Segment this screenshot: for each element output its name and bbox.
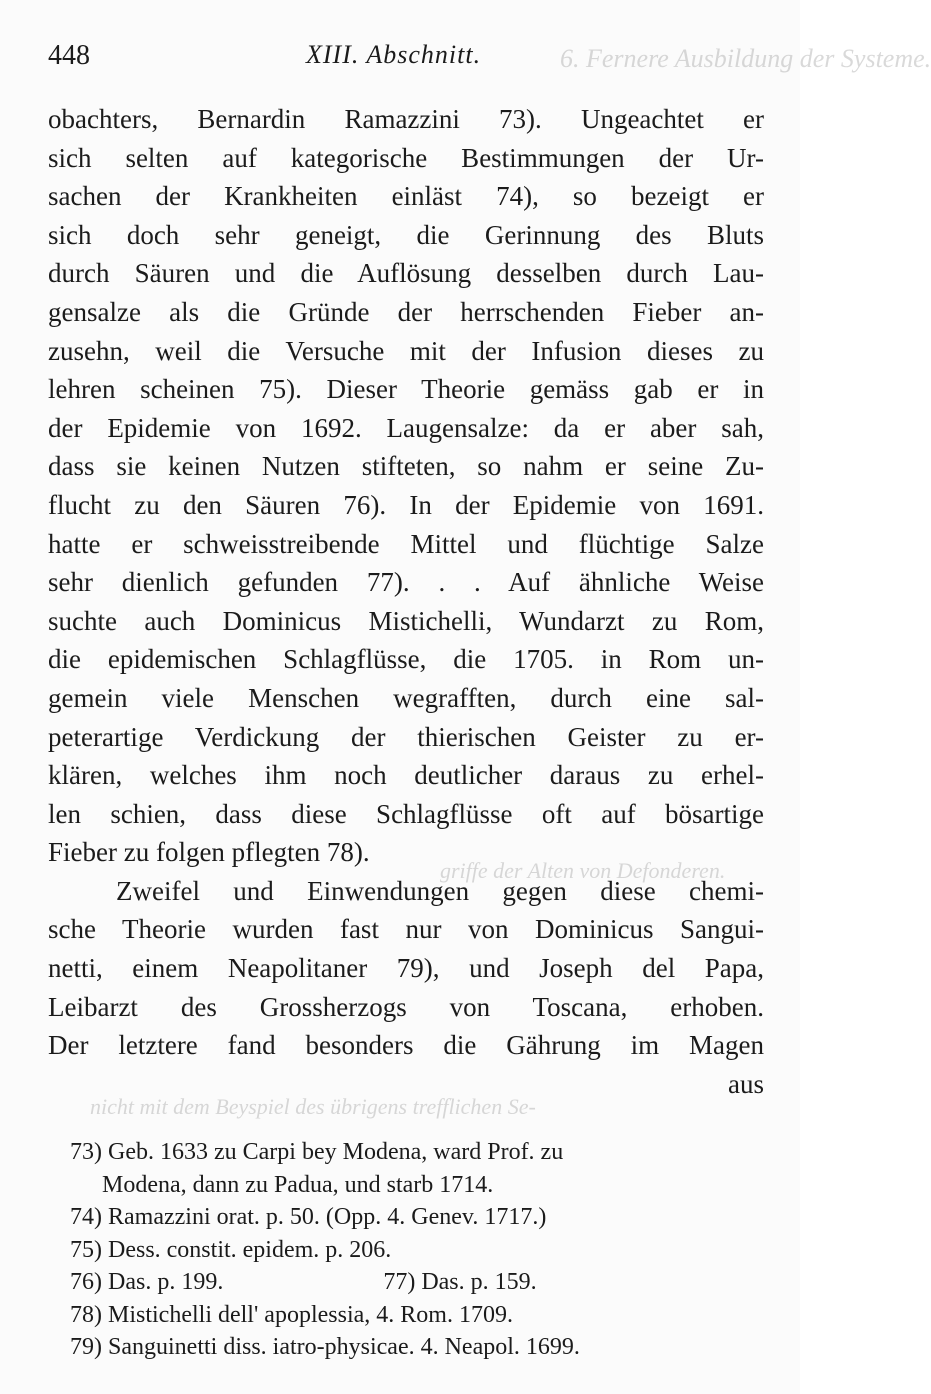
- text-line: netti, einem Neapolitaner 79), und Joseph del Papa,: [48, 953, 764, 984]
- bleed-through-line: griffe der Alten von Defonderen.: [440, 858, 726, 883]
- bleed-through-running-head: 6. Fernere Ausbildung der Systeme.: [560, 44, 931, 73]
- body-text: [48, 100, 764, 1103]
- text-line: zusehn, weil die Versuche mit der Infusion dieses zu: [48, 335, 764, 366]
- footnote-78: 78) Mistichelli dell' apoplessia, 4. Rom. 1709.: [70, 1301, 513, 1328]
- footnotes: [70, 1136, 764, 1364]
- text-line: sehr dienlich gefunden 77). . . Auf ähnliche Weise: [48, 567, 764, 598]
- text-line: Fieber zu folgen pflegten 78).: [48, 837, 370, 868]
- text-line: dass sie keinen Nutzen stifteten, so nahm er seine Zu-: [48, 451, 764, 482]
- text-line: sich doch sehr geneigt, die Gerinnung des Bluts: [48, 219, 764, 250]
- page-header: [48, 40, 772, 80]
- footnote-76: 76) Das. p. 199.: [70, 1269, 224, 1295]
- text-line: flucht zu den Säuren 76). In der Epidemie von 1691.: [48, 489, 764, 520]
- footnote-77: 77) Das. p. 159.: [383, 1269, 537, 1295]
- text-line: lehren scheinen 75). Dieser Theorie gemäss gab er in: [48, 374, 764, 405]
- text-line: sachen der Krankheiten einläst 74), so bezeigt er: [48, 181, 764, 212]
- text-line: suchte auch Dominicus Mistichelli, Wundarzt zu Rom,: [48, 605, 764, 636]
- text-line: Der letztere fand besonders die Gährung im Magen: [48, 1030, 764, 1061]
- page-number: 448: [48, 40, 90, 71]
- running-head: XIII. Abschnitt.: [306, 40, 482, 69]
- catchword: aus: [728, 1068, 764, 1099]
- footnote-74: 74) Ramazzini orat. p. 50. (Opp. 4. Genev. 1717.): [70, 1204, 547, 1230]
- footnote-79: 79) Sanguinetti diss. iatro-physicae. 4. Neapol. 1699.: [70, 1334, 580, 1360]
- footnote-75: 75) Dess. constit. epidem. p. 206.: [70, 1236, 392, 1263]
- text-line: sich selten auf kategorische Bestimmungen der Ur-: [48, 142, 764, 173]
- text-line: die epidemischen Schlagflüsse, die 1705. in Rom un-: [48, 644, 764, 675]
- text-line: der Epidemie von 1692. Laugensalze: da er aber sah,: [48, 412, 764, 443]
- text-line: gemein viele Menschen wegrafften, durch eine sal-: [48, 682, 764, 713]
- text-line: durch Säuren und die Auflösung desselben durch Lau-: [48, 258, 764, 289]
- text-line: Leibarzt des Grossherzogs von Toscana, erhoben.: [48, 991, 764, 1022]
- footnote-73: 73) Geb. 1633 zu Carpi bey Modena, ward Prof. zu: [70, 1139, 564, 1165]
- text-line: hatte er schweisstreibende Mittel und flüchtige Salze: [48, 528, 764, 559]
- text-line: obachters, Bernardin Ramazzini 73). Ungeachtet er: [48, 104, 764, 134]
- text-line: peterartige Verdickung der thierischen Geister zu er-: [48, 721, 764, 752]
- text-line: sche Theorie wurden fast nur von Dominicus Sangui-: [48, 914, 764, 945]
- bleed-through-line: nicht mit dem Beyspiel des übrigens trefflichen Se-: [90, 1094, 536, 1119]
- text-line-paragraph-start: Zweifel und Einwendungen gegen diese chemi-: [116, 875, 764, 906]
- text-line: len schien, dass diese Schlagflüsse oft auf bösartige: [48, 798, 764, 829]
- text-line: klären, welches ihm noch deutlicher daraus zu erhel-: [48, 760, 764, 791]
- footnote-73-continued: Modena, dann zu Padua, und starb 1714.: [102, 1171, 494, 1198]
- footnotes-76-77: [70, 1266, 764, 1299]
- text-line: gensalze als die Gründe der herrschenden Fieber an-: [48, 296, 764, 327]
